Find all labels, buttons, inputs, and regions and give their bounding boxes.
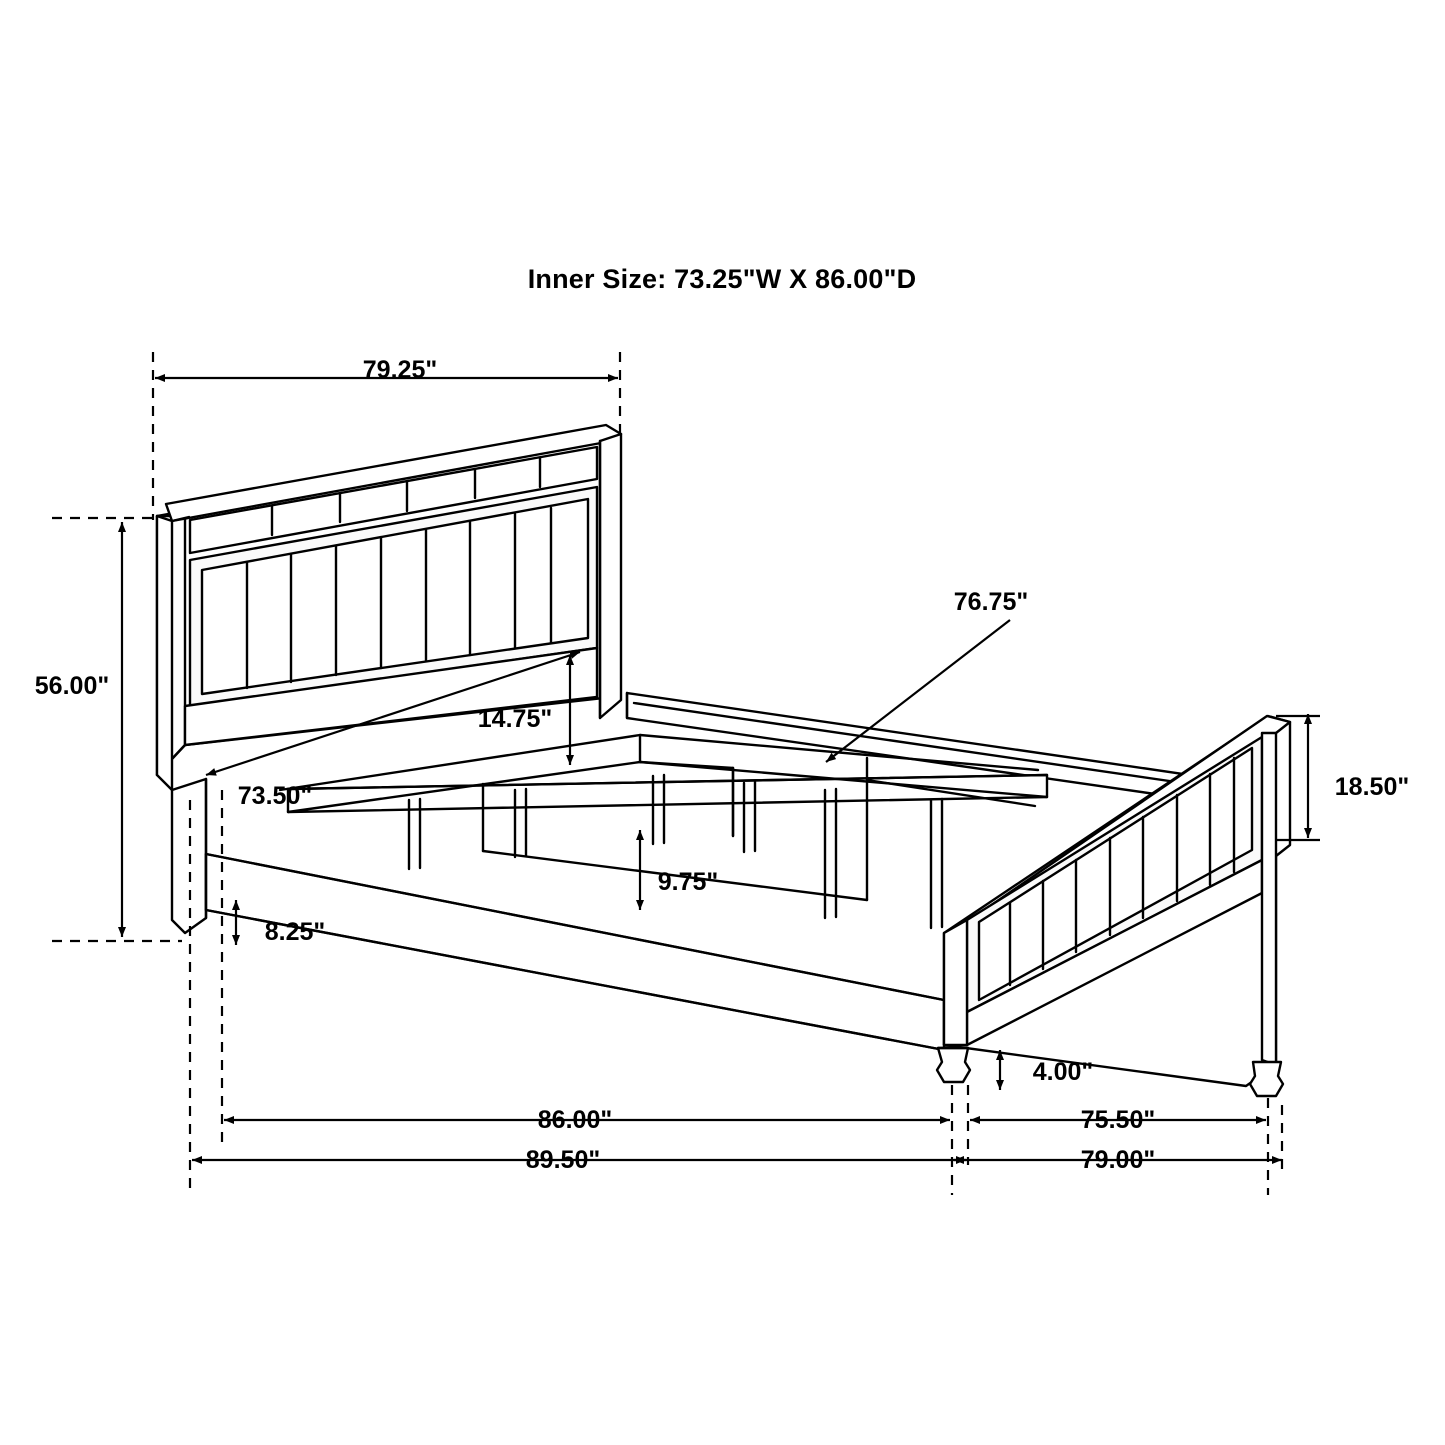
label-foot-width-outer: 79.00" <box>1080 1146 1156 1174</box>
label-panel-width: 73.50" <box>237 782 313 810</box>
label-foot-width-inner: 75.50" <box>1080 1106 1156 1134</box>
label-depth-outer: 89.50" <box>525 1146 601 1174</box>
label-rail-length: 76.75" <box>953 588 1029 616</box>
bed-outline-group <box>157 425 1290 1096</box>
label-depth-inner: 86.00" <box>537 1106 613 1134</box>
headboard <box>157 425 621 933</box>
label-clearance: 8.25" <box>264 918 326 946</box>
side-rail-near <box>206 854 944 1050</box>
label-leg-height: 4.00" <box>1032 1058 1094 1086</box>
inner-size-title: Inner Size: 73.25"W X 86.00"D <box>527 264 917 294</box>
label-top-width: 79.25" <box>362 356 438 384</box>
label-panel-height: 14.75" <box>477 705 553 733</box>
label-left-height: 56.00" <box>34 672 110 700</box>
label-footboard-height: 18.50" <box>1334 773 1410 801</box>
label-slat-height: 9.75" <box>657 868 719 896</box>
